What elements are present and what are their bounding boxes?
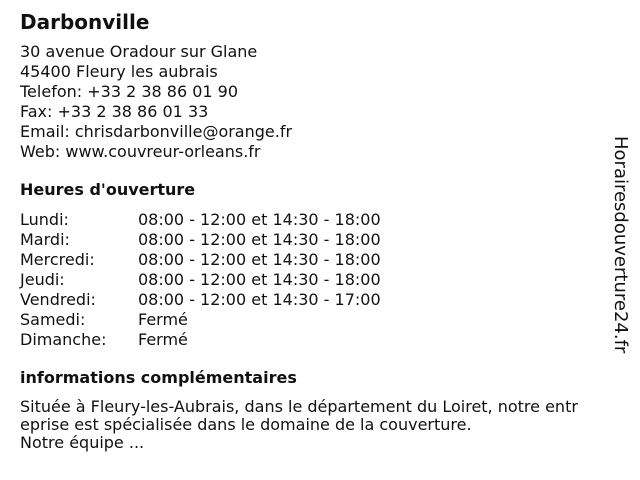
opening-hours-title: Heures d'ouverture [20,180,196,199]
day-label: Mardi: [20,230,70,249]
hours-row [20,310,620,330]
day-label: Mercredi: [20,250,95,269]
hours-value: 08:00 - 12:00 et 14:30 - 17:00 [138,290,381,309]
business-name: Darbonville [20,10,150,34]
additional-info-title: informations complémentaires [20,368,297,387]
hours-row [20,330,620,350]
hours-row [20,250,620,270]
business-card [20,10,620,452]
info-line-1: Située à Fleury-les-Aubrais, dans le département du Loiret, notre entr [20,397,578,416]
day-label: Jeudi: [20,270,65,289]
address-line-1: 30 avenue Oradour sur Glane [20,42,258,61]
email-text: Email: chrisdarbonville@orange.fr [20,122,293,141]
day-label: Dimanche: [20,330,107,349]
fax-text: Fax: +33 2 38 86 01 33 [20,102,209,121]
hours-row [20,270,620,290]
web-text: Web: www.couvreur-orleans.fr [20,142,261,161]
info-line-3: Notre équipe ... [20,433,145,452]
hours-value: 08:00 - 12:00 et 14:30 - 18:00 [138,270,381,289]
day-label: Vendredi: [20,290,96,309]
address-line-2: 45400 Fleury les aubrais [20,62,218,81]
site-watermark-label: Horairesdouverture24.fr [610,136,631,354]
phone-text: Telefon: +33 2 38 86 01 90 [20,82,239,101]
hours-row [20,210,620,230]
hours-value: Fermé [138,310,188,329]
opening-hours-list [20,210,620,350]
hours-value: Fermé [138,330,188,349]
day-label: Lundi: [20,210,69,229]
hours-row [20,230,620,250]
additional-info-text [20,398,628,452]
hours-value: 08:00 - 12:00 et 14:30 - 18:00 [138,210,381,229]
hours-value: 08:00 - 12:00 et 14:30 - 18:00 [138,230,381,249]
day-label: Samedi: [20,310,86,329]
info-line-2: eprise est spécialisée dans le domaine de la couverture. [20,415,472,434]
hours-row [20,290,620,310]
hours-value: 08:00 - 12:00 et 14:30 - 18:00 [138,250,381,269]
